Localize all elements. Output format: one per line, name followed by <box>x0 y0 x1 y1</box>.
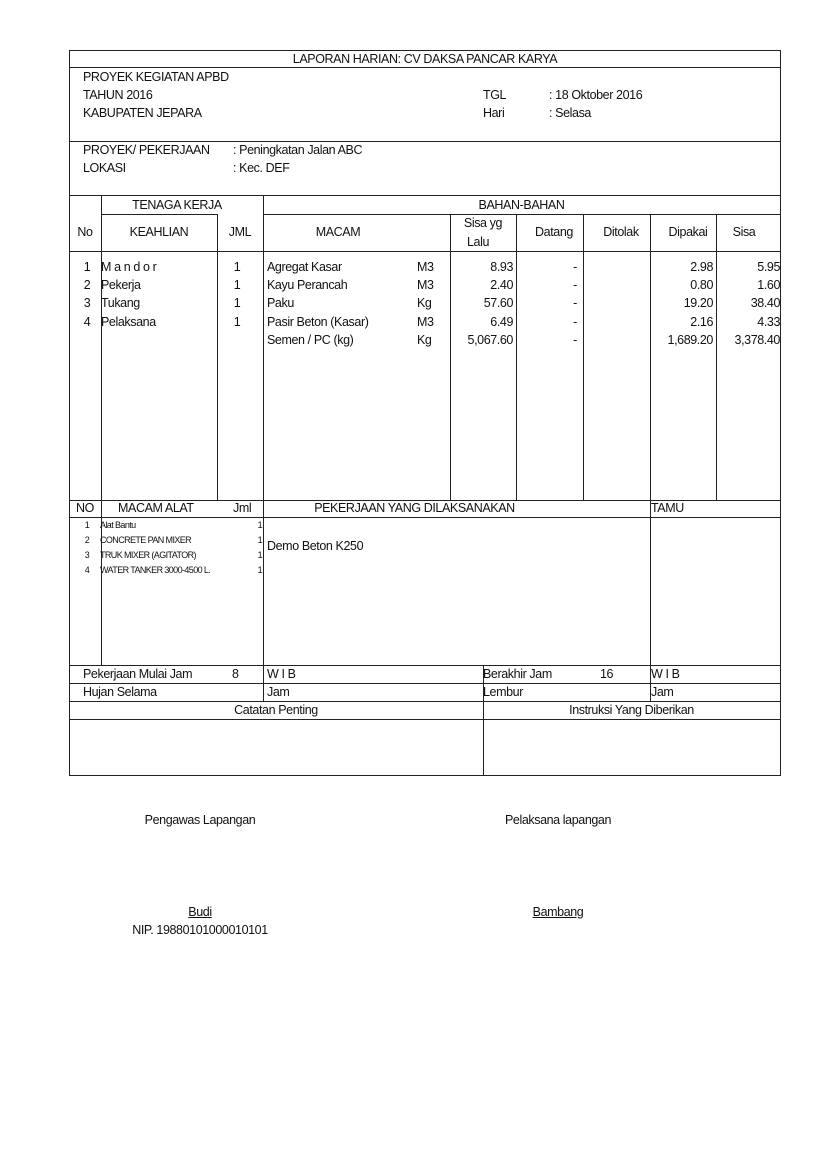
col-dipakai-header: Dipakai <box>668 225 708 239</box>
material-unit: M3 <box>417 315 434 329</box>
worker-jml: 1 <box>233 260 241 274</box>
tgl-value: : 18 Oktober 2016 <box>549 88 643 102</box>
material-dipakai: 2.16 <box>690 315 713 329</box>
alat-jml: 1 <box>257 550 262 560</box>
material-sisa: 5.95 <box>757 260 780 274</box>
instruksi-header: Instruksi Yang Diberikan <box>569 703 694 717</box>
col-keahlian-header: KEAHLIAN <box>129 225 189 239</box>
material-unit: M3 <box>417 260 434 274</box>
alat-no: 1 <box>84 520 90 530</box>
mulai-label: Pekerjaan Mulai Jam <box>83 667 193 681</box>
worker-keahlian: M a n d o r <box>101 260 157 274</box>
material-macam: Kayu Perancah <box>267 278 348 292</box>
alat-no: 2 <box>84 535 90 545</box>
alat-name: CONCRETE PAN MIXER <box>100 535 192 545</box>
hujan-label: Hujan Selama <box>83 685 157 699</box>
akhir-label: Berakhir Jam <box>483 667 552 681</box>
material-dipakai: 1,689.20 <box>667 333 713 347</box>
col-datang-header: Datang <box>535 225 573 239</box>
material-unit: M3 <box>417 278 434 292</box>
material-macam: Agregat Kasar <box>267 260 342 274</box>
material-sisa-lalu: 2.40 <box>490 278 513 292</box>
worker-keahlian: Pelaksana <box>101 315 156 329</box>
tenaga-kerja-header: TENAGA KERJA <box>132 198 222 212</box>
alat-no: 4 <box>84 565 90 575</box>
material-dipakai: 19.20 <box>683 296 713 310</box>
material-sisa: 38.40 <box>750 296 780 310</box>
lokasi-value: : Kec. DEF <box>233 161 290 175</box>
wib-1: W I B <box>267 667 296 681</box>
alat-name: Alat Bantu <box>100 520 136 530</box>
worker-no: 4 <box>83 315 91 329</box>
hari-label: Hari <box>483 106 505 120</box>
bahan-bahan-header: BAHAN-BAHAN <box>478 198 565 212</box>
col-sisa-header: Sisa <box>732 225 756 239</box>
alat-no-header: NO <box>76 501 94 515</box>
col-sisa-lalu-header-1: Sisa yg <box>463 216 503 230</box>
col-ditolak-header: Ditolak <box>603 225 639 239</box>
report-title: LAPORAN HARIAN: CV DAKSA PANCAR KARYA <box>292 52 558 66</box>
material-sisa-lalu: 6.49 <box>490 315 513 329</box>
col-macam-header: MACAM <box>315 225 361 239</box>
material-datang: - <box>573 296 577 310</box>
akhir-value: 16 <box>600 667 614 681</box>
material-dipakai: 0.80 <box>690 278 713 292</box>
material-sisa-lalu: 8.93 <box>490 260 513 274</box>
worker-jml: 1 <box>233 296 241 310</box>
material-datang: - <box>573 278 577 292</box>
material-sisa: 3,378.40 <box>734 333 780 347</box>
pengawas-name: Budi <box>188 905 212 919</box>
alat-no: 3 <box>84 550 90 560</box>
tgl-label: TGL <box>483 88 507 102</box>
material-sisa: 1.60 <box>757 278 780 292</box>
alat-name: WATER TANKER 3000-4500 L. <box>100 565 211 575</box>
wib-2: W I B <box>651 667 680 681</box>
pekerjaan-value: Demo Beton K250 <box>267 539 364 553</box>
material-unit: Kg <box>417 296 432 310</box>
project-value: : Peningkatan Jalan ABC <box>233 143 363 157</box>
lokasi-label: LOKASI <box>83 161 126 175</box>
pelaksana-title: Pelaksana lapangan <box>504 813 612 827</box>
alat-jml: 1 <box>257 565 262 575</box>
alat-jml: 1 <box>257 535 262 545</box>
project-label: PROYEK/ PEKERJAAN <box>83 143 210 157</box>
material-unit: Kg <box>417 333 432 347</box>
catatan-header: Catatan Penting <box>234 703 318 717</box>
worker-jml: 1 <box>233 315 241 329</box>
alat-name: TRUK MIXER (AGITATOR) <box>100 550 196 560</box>
worker-jml: 1 <box>233 278 241 292</box>
hujan-jam: Jam <box>267 685 290 699</box>
alat-macam-header: MACAM ALAT <box>118 501 194 515</box>
material-datang: - <box>573 260 577 274</box>
alat-jml-header: Jml <box>233 501 252 515</box>
worker-no: 3 <box>83 296 91 310</box>
info-line-1: PROYEK KEGIATAN APBD <box>83 70 229 84</box>
info-line-3: KABUPATEN JEPARA <box>83 106 202 120</box>
pekerjaan-header: PEKERJAAN YANG DILAKSANAKAN <box>314 501 515 515</box>
material-datang: - <box>573 333 577 347</box>
worker-no: 1 <box>83 260 91 274</box>
lembur-label: Lembur <box>483 685 523 699</box>
hari-value: : Selasa <box>549 106 591 120</box>
worker-no: 2 <box>83 278 91 292</box>
material-macam: Semen / PC (kg) <box>267 333 354 347</box>
material-sisa: 4.33 <box>757 315 780 329</box>
material-datang: - <box>573 315 577 329</box>
material-sisa-lalu: 57.60 <box>483 296 513 310</box>
worker-keahlian: Tukang <box>101 296 140 310</box>
worker-keahlian: Pekerja <box>101 278 141 292</box>
col-sisa-lalu-header-2: Lalu <box>466 235 490 249</box>
material-dipakai: 2.98 <box>690 260 713 274</box>
col-jml-header: JML <box>228 225 252 239</box>
col-no-header: No <box>77 225 93 239</box>
lembur-jam: Jam <box>651 685 674 699</box>
info-line-2: TAHUN 2016 <box>83 88 153 102</box>
material-macam: Paku <box>267 296 294 310</box>
pengawas-nip: NIP. 19880101000010101 <box>132 923 268 937</box>
pelaksana-name: Bambang <box>532 905 584 919</box>
pengawas-title: Pengawas Lapangan <box>144 813 256 827</box>
alat-jml: 1 <box>257 520 262 530</box>
material-sisa-lalu: 5,067.60 <box>467 333 513 347</box>
material-macam: Pasir Beton (Kasar) <box>267 315 369 329</box>
mulai-value: 8 <box>232 667 239 681</box>
tamu-header: TAMU <box>651 501 684 515</box>
